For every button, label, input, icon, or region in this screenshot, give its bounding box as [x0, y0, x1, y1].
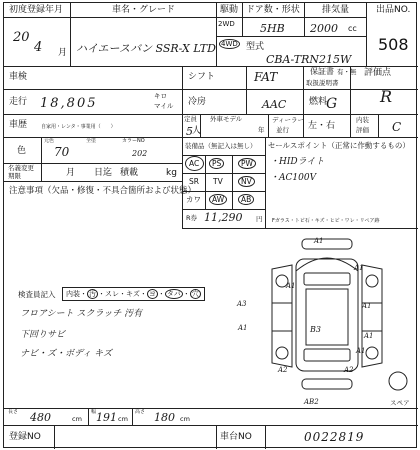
color-no-value: 202 — [132, 149, 148, 158]
damage-mark-3: A1 — [286, 282, 296, 290]
door-value: 5HB — [260, 22, 285, 35]
inspection-label: 車検 — [9, 72, 28, 82]
model-grade-label: 車名・グレード — [112, 5, 176, 15]
inspector-options: 内装・ 汚 ・スレ・キズ・ ヨ ・ タバ ・ 穴 — [62, 287, 205, 301]
inspector-opt-hole: 穴 — [191, 290, 199, 298]
model-type-value: CBA-TRN215W — [266, 53, 352, 66]
equipment-item-ac: AC — [189, 159, 200, 168]
interior-value: C — [392, 120, 402, 134]
damage-mark-6: B3 — [310, 325, 321, 334]
capacity-value: 5 — [186, 125, 193, 138]
rear-bumper — [302, 379, 352, 389]
height-value: 180 — [154, 411, 175, 424]
width-unit: cm — [118, 415, 128, 423]
model-grade-value: ハイエースバン SSR-X LTD — [76, 42, 216, 55]
drive-alt — [219, 41, 240, 48]
warranty-sub: 有・無 — [337, 68, 357, 76]
mileage-value: 18,805 — [40, 96, 98, 111]
first-reg-label: 初度登録年月 — [9, 5, 64, 15]
color-orig-label: 元色 — [44, 138, 55, 144]
score-label: 評価点 — [364, 68, 392, 78]
length-value: 480 — [30, 411, 51, 424]
selling-point-2-text: AC100V — [279, 173, 317, 183]
damage-mark-12: AB2 — [304, 398, 319, 406]
name-change-load: 積載 — [120, 168, 139, 178]
name-change-day: 日迄 — [94, 168, 113, 178]
glass-note: Fガラス・トビ石・キズ・ヒビ・ワレ・リペア跡 — [272, 218, 380, 224]
lot-label: 出品NO. — [376, 5, 411, 15]
drive-value: 2WD — [218, 20, 235, 28]
equipment-item-aw: AW — [209, 194, 227, 205]
damage-mark-1: A1 — [314, 237, 324, 245]
height-label: 高さ — [135, 409, 146, 415]
first-reg-month: 4 — [34, 40, 43, 55]
equipment-item-sr: SR — [189, 177, 199, 186]
inspector-opt-tobacco: タバ — [166, 290, 181, 298]
selling-point-1-text: HIDライト — [279, 157, 325, 167]
inspector-opt-yo: ヨ — [148, 290, 156, 298]
capacity-unit: 人 — [192, 126, 202, 136]
color-label: 色 — [17, 146, 27, 156]
wheel-rear-right — [366, 347, 378, 359]
damage-mark-10: A2 — [344, 366, 354, 374]
chassis-label: 車台NO — [220, 432, 252, 442]
mileage-label: 走行 — [9, 97, 28, 107]
displacement-value: 2000 — [310, 22, 338, 35]
damage-mark-8: A1 — [364, 332, 374, 340]
displacement-label: 排気量 — [322, 5, 350, 15]
equipment-item-tv: TV — [213, 177, 223, 186]
inspector-comment-2: 下回りサビ — [20, 330, 66, 340]
selling-point-2: ・AC100V — [270, 173, 317, 183]
body-outline — [296, 259, 358, 371]
inspector-opt-interior: 内装 — [66, 290, 80, 298]
usage-label: 車歴 — [9, 120, 28, 130]
fuel-value: G — [326, 96, 338, 112]
damage-mark-11: A1 — [356, 347, 366, 355]
spare-label: スペア — [390, 399, 410, 407]
wheel-front-right — [366, 275, 378, 287]
interior-sub: 評価 — [356, 126, 369, 134]
usage-options: 自家用・レンタ・事業用（ ） — [41, 124, 116, 130]
damage-mark-5: A1 — [238, 324, 248, 332]
dealer-label: ディーラー — [272, 116, 304, 124]
last-model-label: 外車モデル — [210, 115, 243, 123]
drive-label: 駆動 — [220, 5, 239, 15]
notes-label: 注意事項（欠品・修復・不具合箇所および状態） — [9, 186, 197, 196]
length-unit: cm — [72, 415, 82, 423]
month-unit: 月 — [58, 48, 68, 58]
first-reg-year: 20 — [13, 30, 30, 45]
name-change-month: 月 — [66, 168, 76, 178]
warranty-label: 保証書 — [310, 67, 334, 76]
selling-point-1: ・HIDライト — [270, 157, 325, 167]
height-unit: cm — [180, 415, 190, 423]
rear-window — [304, 349, 350, 361]
chassis-value: 0022819 — [304, 430, 365, 444]
last-model-unit: 年 — [258, 126, 265, 134]
reg-no-label: 登録NO — [9, 432, 41, 442]
wheel-rear-left — [276, 347, 288, 359]
name-change-load-unit: kg — [166, 168, 177, 178]
inspector-opt-dirt: 汚 — [89, 290, 96, 298]
front-bumper — [302, 239, 352, 249]
damage-mark-4: A3 — [237, 300, 247, 308]
shift-label: シフト — [188, 72, 216, 82]
equipment-item-leather: カワ — [186, 195, 201, 204]
lot-value: 508 — [378, 35, 409, 54]
km-unit: キロ — [154, 92, 167, 100]
inspector-comment-3: ナビ・ズ・ボディ キズ — [20, 349, 112, 359]
left-side-panel — [272, 265, 292, 367]
width-value: 191 — [96, 411, 117, 424]
equipment-item-pw: PW — [238, 158, 256, 169]
ac-label: 冷房 — [188, 97, 207, 107]
inspector-opt-scratch: キズ — [126, 290, 140, 298]
ac-value: AAC — [262, 98, 287, 111]
capacity-label: 定員 — [184, 115, 197, 123]
inspector-label: 検査員記入 — [18, 290, 56, 299]
damage-mark-2: A1 — [354, 264, 364, 272]
interior-label: 内装 — [356, 116, 369, 124]
shift-value: FAT — [254, 70, 278, 84]
name-change-label: 名義変更 — [8, 164, 34, 172]
displacement-unit: cc — [348, 24, 357, 33]
r-tire-value: 11,290 — [204, 211, 243, 224]
equipment-item-nv: NV — [238, 176, 255, 187]
hood-outline — [296, 258, 358, 271]
drive-alt-circle: 4WD — [221, 40, 238, 48]
equipment-label: 装備品（無記入は無し） — [185, 142, 257, 150]
handle-label: 左・右 — [308, 121, 336, 131]
inspector-opt-rub: スレ — [105, 290, 119, 298]
r-tire-unit: 円 — [256, 215, 263, 223]
windshield — [304, 273, 350, 285]
manual-label: 取扱説明書 — [306, 79, 339, 87]
r-tire-label: R券 — [186, 214, 198, 222]
damage-mark-9: A2 — [278, 366, 288, 374]
equipment-ac-circle — [185, 156, 204, 171]
width-label: 幅 — [91, 409, 97, 415]
door-label: ドア数・形状 — [246, 5, 300, 15]
inspector-comment-1: フロアシート スクラッチ 汚有 — [20, 309, 143, 319]
fuel-label: 燃料 — [309, 97, 328, 107]
length-label: 長さ — [8, 409, 19, 415]
color-orig-value: 70 — [54, 145, 70, 159]
car-diagram — [266, 231, 418, 408]
selling-points-label: セールスポイント（正常に作動するもの） — [268, 141, 410, 150]
equipment-item-ps: PS — [209, 158, 224, 169]
mile-unit: マイル — [154, 102, 174, 110]
auction-sheet — [3, 2, 417, 448]
dealer-sub: 並行 — [276, 126, 289, 134]
name-change-sub: 期限 — [8, 172, 21, 180]
score-value: R — [380, 87, 393, 106]
model-type-label: 型式 — [246, 42, 265, 52]
damage-mark-7: A1 — [362, 302, 372, 310]
equipment-item-ab: AB — [238, 194, 254, 205]
color-change-label: 全塗 — [86, 138, 97, 144]
spare-tire — [389, 372, 407, 390]
roof-panel — [306, 289, 348, 345]
color-no-label: カラーNO — [122, 138, 145, 144]
